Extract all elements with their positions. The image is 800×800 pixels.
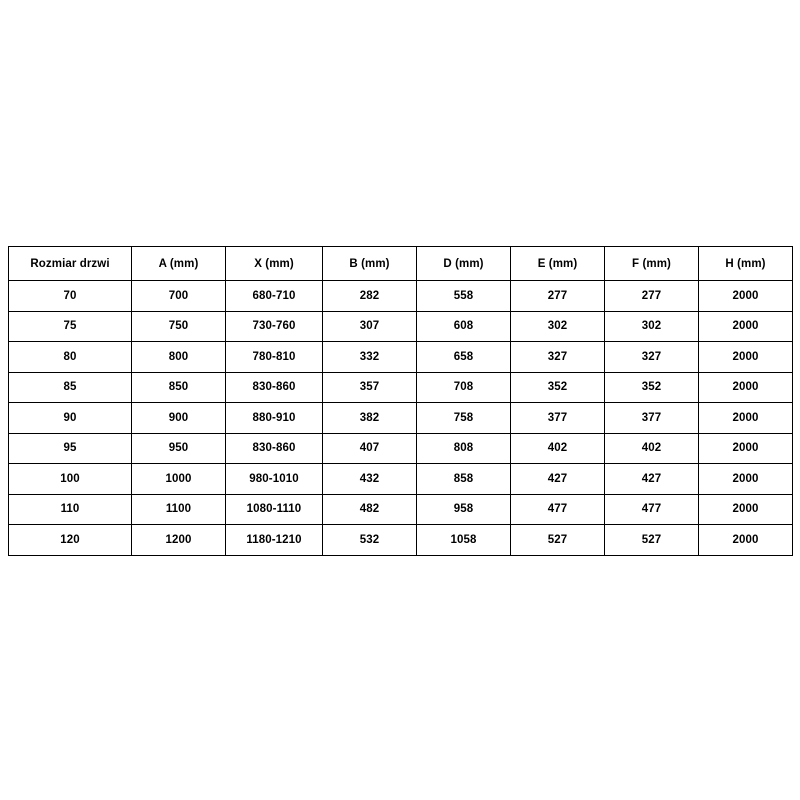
cell-d: 658 — [417, 342, 511, 373]
cell-size: 120 — [9, 525, 132, 556]
cell-d: 608 — [417, 311, 511, 342]
cell-x: 1080-1110 — [226, 494, 323, 525]
cell-b: 357 — [323, 372, 417, 403]
door-size-table — [8, 246, 793, 556]
column-header-h: H (mm) — [699, 247, 793, 281]
cell-e: 327 — [511, 342, 605, 373]
table-header-row — [9, 247, 793, 281]
cell-f: 477 — [605, 494, 699, 525]
cell-b: 332 — [323, 342, 417, 373]
column-header-x: X (mm) — [226, 247, 323, 281]
cell-f: 352 — [605, 372, 699, 403]
cell-size: 85 — [9, 372, 132, 403]
cell-h: 2000 — [699, 525, 793, 556]
cell-x: 830-860 — [226, 372, 323, 403]
cell-x: 980-1010 — [226, 464, 323, 495]
column-header-a: A (mm) — [132, 247, 226, 281]
cell-f: 377 — [605, 403, 699, 434]
cell-e: 402 — [511, 433, 605, 464]
cell-a: 1200 — [132, 525, 226, 556]
cell-f: 402 — [605, 433, 699, 464]
cell-b: 432 — [323, 464, 417, 495]
cell-e: 377 — [511, 403, 605, 434]
table-row — [9, 464, 793, 495]
cell-size: 95 — [9, 433, 132, 464]
column-header-size: Rozmiar drzwi — [9, 247, 132, 281]
cell-a: 950 — [132, 433, 226, 464]
cell-h: 2000 — [699, 372, 793, 403]
cell-x: 1180-1210 — [226, 525, 323, 556]
cell-e: 427 — [511, 464, 605, 495]
cell-a: 1000 — [132, 464, 226, 495]
column-header-e: E (mm) — [511, 247, 605, 281]
cell-a: 900 — [132, 403, 226, 434]
cell-a: 700 — [132, 281, 226, 312]
cell-e: 477 — [511, 494, 605, 525]
cell-a: 800 — [132, 342, 226, 373]
cell-x: 730-760 — [226, 311, 323, 342]
column-header-b: B (mm) — [323, 247, 417, 281]
cell-e: 302 — [511, 311, 605, 342]
cell-x: 880-910 — [226, 403, 323, 434]
cell-f: 527 — [605, 525, 699, 556]
cell-f: 327 — [605, 342, 699, 373]
cell-a: 750 — [132, 311, 226, 342]
cell-size: 90 — [9, 403, 132, 434]
cell-d: 758 — [417, 403, 511, 434]
table-row — [9, 372, 793, 403]
cell-b: 382 — [323, 403, 417, 434]
cell-e: 352 — [511, 372, 605, 403]
table-row — [9, 433, 793, 464]
cell-b: 482 — [323, 494, 417, 525]
cell-x: 780-810 — [226, 342, 323, 373]
table-row — [9, 525, 793, 556]
cell-h: 2000 — [699, 403, 793, 434]
table-row — [9, 311, 793, 342]
cell-f: 302 — [605, 311, 699, 342]
table-row — [9, 494, 793, 525]
cell-e: 277 — [511, 281, 605, 312]
cell-size: 100 — [9, 464, 132, 495]
cell-x: 830-860 — [226, 433, 323, 464]
cell-size: 75 — [9, 311, 132, 342]
cell-f: 427 — [605, 464, 699, 495]
cell-d: 808 — [417, 433, 511, 464]
column-header-f: F (mm) — [605, 247, 699, 281]
cell-h: 2000 — [699, 281, 793, 312]
cell-d: 558 — [417, 281, 511, 312]
cell-b: 282 — [323, 281, 417, 312]
cell-e: 527 — [511, 525, 605, 556]
spec-table-container — [8, 246, 792, 556]
cell-h: 2000 — [699, 494, 793, 525]
cell-h: 2000 — [699, 433, 793, 464]
cell-size: 110 — [9, 494, 132, 525]
cell-d: 708 — [417, 372, 511, 403]
cell-x: 680-710 — [226, 281, 323, 312]
cell-h: 2000 — [699, 311, 793, 342]
cell-d: 1058 — [417, 525, 511, 556]
cell-b: 407 — [323, 433, 417, 464]
cell-d: 858 — [417, 464, 511, 495]
cell-h: 2000 — [699, 342, 793, 373]
table-row — [9, 342, 793, 373]
cell-b: 532 — [323, 525, 417, 556]
cell-f: 277 — [605, 281, 699, 312]
cell-size: 70 — [9, 281, 132, 312]
cell-a: 850 — [132, 372, 226, 403]
column-header-d: D (mm) — [417, 247, 511, 281]
table-row — [9, 403, 793, 434]
cell-a: 1100 — [132, 494, 226, 525]
cell-d: 958 — [417, 494, 511, 525]
cell-h: 2000 — [699, 464, 793, 495]
table-row — [9, 281, 793, 312]
cell-b: 307 — [323, 311, 417, 342]
cell-size: 80 — [9, 342, 132, 373]
